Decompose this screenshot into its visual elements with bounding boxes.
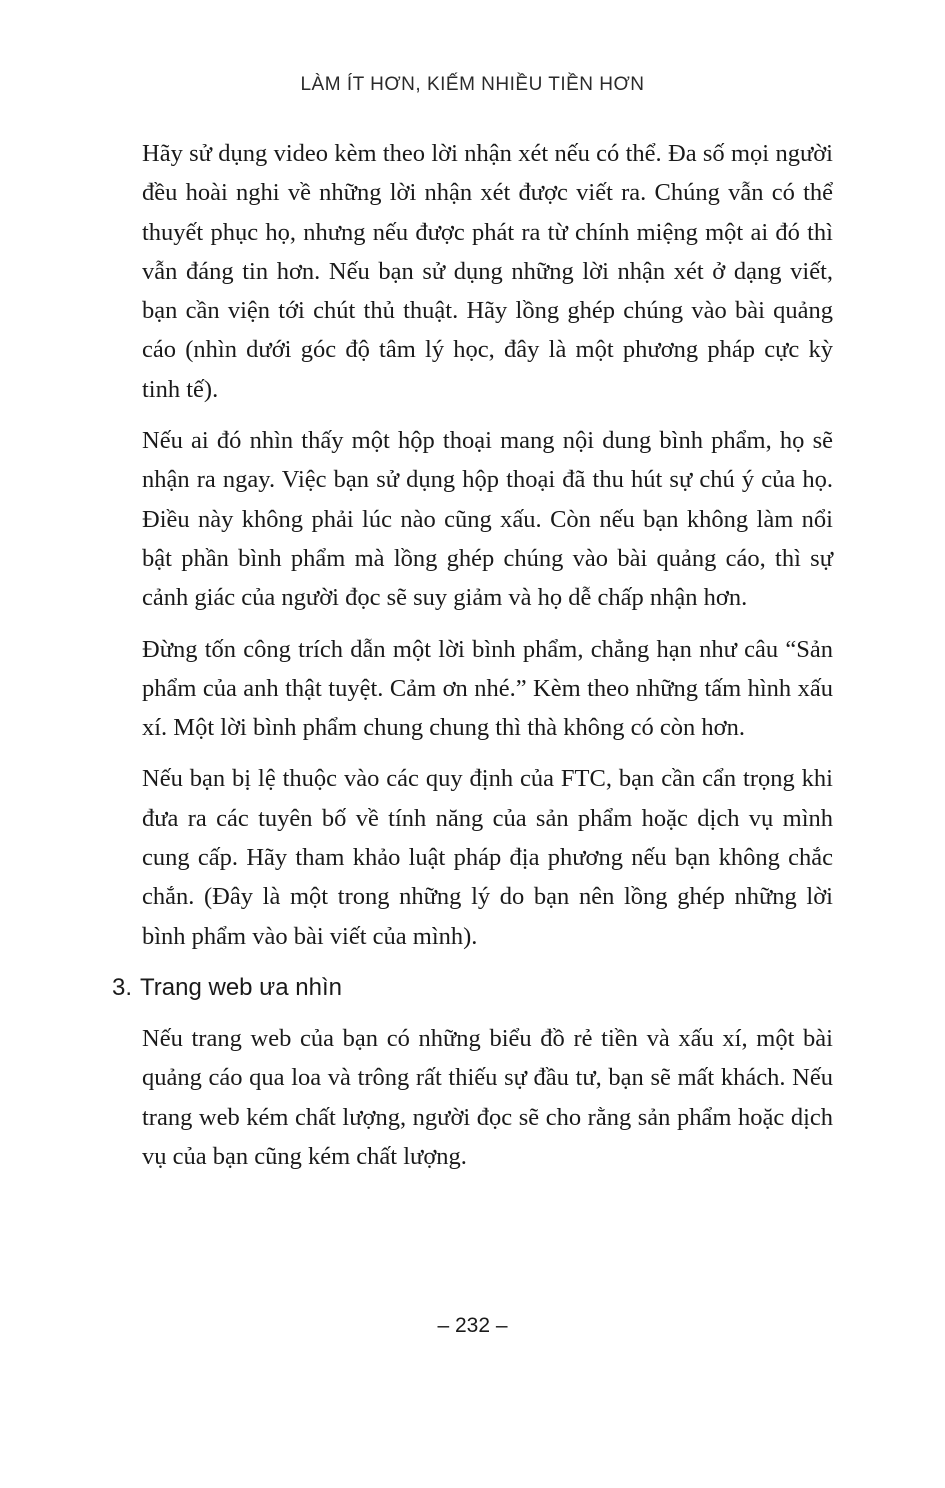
paragraph: Nếu trang web của bạn có những biểu đồ rẻ tiền và xấu xí, một bài quảng cáo qua loa và trông rất thiếu sự đầu tư, bạn sẽ mất khách. Nếu trang web kém chất lượng, người đọc sẽ cho rằng sản phẩm hoặc dịch vụ của bạn cũng kém chất lượng. bbox=[142, 1024, 833, 1170]
paragraph: Đừng tốn công trích dẫn một lời bình phẩm, chẳng hạn như câu “Sản phẩm của anh thật tuyệt. Cảm ơn nhé.” Kèm theo những tấm hình xấu xí. Một lời bình phẩm chung chung thì thà không có còn hơn. bbox=[142, 635, 833, 742]
paragraph: Nếu ai đó nhìn thấy một hộp thoại mang nội dung bình phẩm, họ sẽ nhận ra ngay. Việc bạn sử dụng hộp thoại đã thu hút sự chú ý của họ. Điều này không phải lúc nào cũng xấu. Còn nếu bạn không làm nổi bật phần bình phẩm mà lồng ghép chúng vào bài quảng cáo, thì sự cảnh giác của người đọc sẽ suy giảm và họ dễ chấp nhận hơn. bbox=[142, 427, 833, 612]
section-heading bbox=[112, 968, 833, 1007]
paragraph: Nếu bạn bị lệ thuộc vào các quy định của FTC, bạn cần cẩn trọng khi đưa ra các tuyên bố về tính năng của sản phẩm hoặc dịch vụ mình cung cấp. Hãy tham khảo luật pháp địa phương nếu bạn không chắc chắn. (Đây là một trong những lý do bạn nên lồng ghép những lời bình phẩm vào bài viết của mình). bbox=[142, 765, 833, 950]
page-number: – 232 – bbox=[437, 1314, 508, 1337]
paragraph: Hãy sử dụng video kèm theo lời nhận xét nếu có thể. Đa số mọi người đều hoài nghi về những lời nhận xét được viết ra. Chúng vẫn có thể thuyết phục họ, nhưng nếu được phát ra từ chính miệng một ai đó thì vẫn đáng tin hơn. Nếu bạn sử dụng những lời nhận xét ở dạng viết, bạn cần viện tới chút thủ thuật. Hãy lồng ghép chúng vào bài quảng cáo (nhìn dưới góc độ tâm lý học, đây là một phương pháp cực kỳ tinh tế). bbox=[142, 140, 833, 403]
section-title: Trang web ưa nhìn bbox=[140, 973, 342, 1001]
section-number: 3. bbox=[112, 973, 133, 1001]
running-header: LÀM ÍT HƠN, KIẾM NHIỀU TIỀN HƠN bbox=[300, 74, 645, 95]
body-text bbox=[112, 134, 833, 1188]
